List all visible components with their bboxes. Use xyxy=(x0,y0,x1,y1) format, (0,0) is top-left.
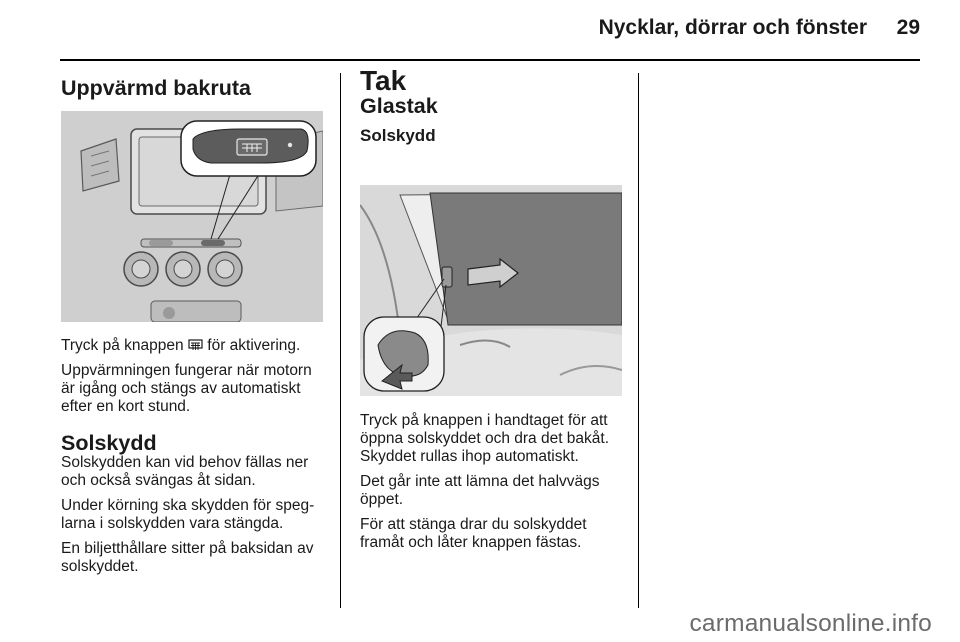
paragraph-sun-visor-2: Under körning ska skydden för speg-larna i solskydden vara stängda. xyxy=(61,497,315,532)
heading-sunshade: Solskydd xyxy=(360,126,436,145)
sunshade-illustration xyxy=(360,185,622,396)
figure-sunshade-handle xyxy=(360,185,622,396)
page-number: 29 xyxy=(896,16,920,39)
column-divider-left xyxy=(340,73,341,608)
paragraph-press-button xyxy=(61,337,327,355)
left-column-body xyxy=(61,337,327,583)
heading-sun-visor: Solskydd xyxy=(61,431,157,455)
text-press-after: för aktivering. xyxy=(207,337,301,354)
heading-heated-rear-window: Uppvärmd bakruta xyxy=(61,76,251,100)
paragraph-sunshade-2: Det går inte att lämna det halvvägs öppet. xyxy=(360,473,600,508)
paragraph-sun-visor-1: Solskydden kan vid behov fällas ner och också svängas åt sidan. xyxy=(61,454,309,489)
paragraph-sun-visor-3: En biljetthållare sitter på baksidan av solskyddet. xyxy=(61,540,314,575)
left-column xyxy=(61,76,327,100)
middle-column xyxy=(360,65,625,145)
rear-window-heater-icon xyxy=(188,339,203,351)
middle-column-body xyxy=(360,412,625,559)
text-press-before: Tryck på knappen xyxy=(61,337,184,354)
dashboard-illustration xyxy=(61,111,323,322)
paragraph-heating-info: Uppvärmningen fungerar när motorn är igång och stängs av automatiskt efter en kort stund. xyxy=(61,362,312,415)
watermark[interactable]: carmanualsonline.info xyxy=(689,610,932,637)
column-divider-right xyxy=(638,73,639,608)
running-header-title: Nycklar, dörrar och fönster xyxy=(598,16,867,39)
paragraph-sunshade-3: För att stänga drar du solskyddet framåt och låter knappen fästas. xyxy=(360,516,587,551)
heading-roof: Tak xyxy=(360,65,407,96)
paragraph-sunshade-1: Tryck på knappen i handtaget för att öppna solskyddet och dra det bakåt. Skyddet rullas ihop automatiskt. xyxy=(360,412,610,465)
heading-glass-roof: Glastak xyxy=(360,94,438,118)
figure-dashboard-rear-window-button xyxy=(61,111,323,322)
header-divider xyxy=(60,59,920,61)
